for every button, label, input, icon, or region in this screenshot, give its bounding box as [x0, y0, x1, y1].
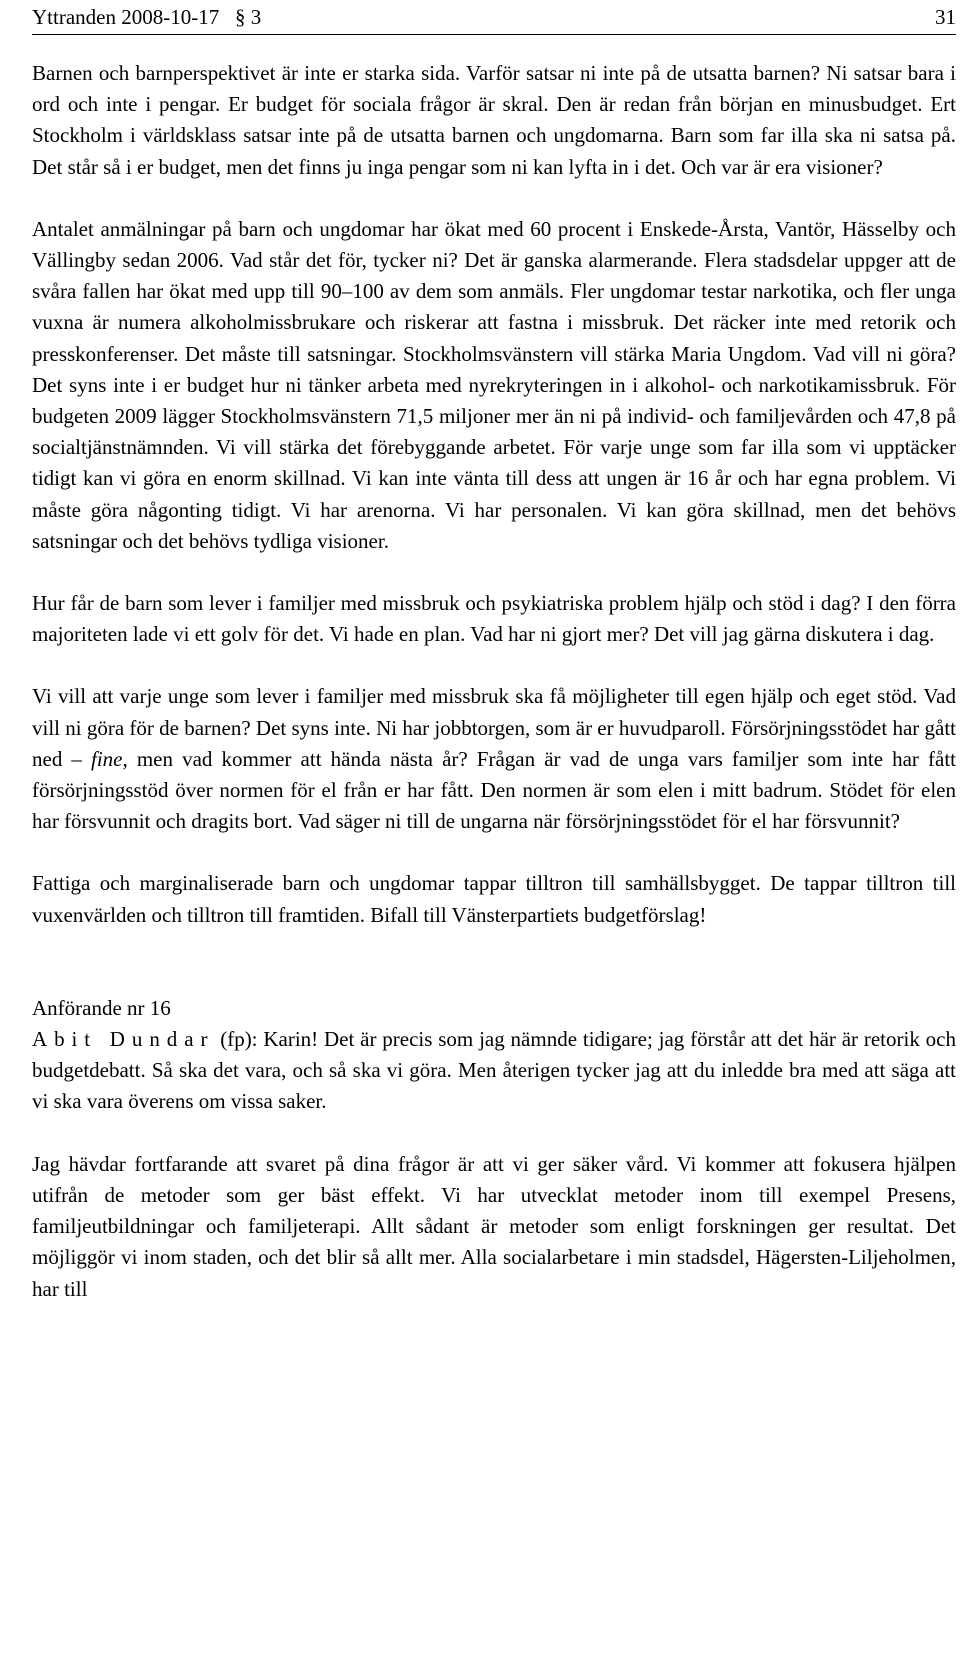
paragraph-2: Antalet anmälningar på barn och ungdomar har ökat med 60 procent i Enskede-Årsta, Vantör, Hässelby och Vällingby sedan 2006. Vad står det för, tycker ni? Det är ganska alarmerande. Flera stadsdelar uppger att de svåra fallen har ökat med upp till 90–100 av dem som anmäls. Fler ungdomar testar narkotika, och fler unga vuxna är numera alkoholmissbrukare och riskerar att fastna i missbruk. Det räcker inte med retorik och presskonferenser. Det måste till satsningar. Stockholmsvänstern vill stärka Maria Ungdom. Vad vill ni göra? Det syns inte i er budget hur ni tänker arbeta med nyrekryteringen in i alkohol- och narkotikamissbruk. För budgeten 2009 lägger Stockholmsvänstern 71,5 miljoner mer än ni på individ- och familjevården och 47,8 på socialtjänstnämnden. Vi vill stärka det förebyggande arbetet. För varje unge som far illa som vi upptäcker tidigt kan vi göra en enorm skillnad. Vi kan inte vänta till dess att ungen är 16 år och har egna problem. Vi måste göra någonting tidigt. Vi har arenorna. Vi har personalen. Vi kan göra skillnad, men det behövs satsningar och det behövs tydliga visioner.	[32, 216, 956, 553]
paragraph-3: Hur får de barn som lever i familjer med missbruk och psykiatriska problem hjälp och stöd i dag? I den förra majoriteten lade vi ett golv för det. Vi hade en plan. Vad har ni gjort mer? Det vill jag gärna diskutera i dag.	[32, 591, 956, 647]
document-body	[32, 58, 956, 1305]
paragraph-4-text-b: , men vad kommer att hända nästa år? Frågan är vad de unga vars familjer som inte har fått försörjningsstöd över normen för el från er har fått. Den normen är som elen i mitt badrum. Stödet för elen har försvunnit och dragits bort. Vad säger ni till de ungarna när försörjningsstödet för el har försvunnit?	[32, 746, 956, 834]
paragraph-7: Jag hävdar fortfarande att svaret på dina frågor är att vi ger säker vård. Vi kommer att fokusera hjälpen utifrån de metoder som ger bäst effekt. Vi har utvecklat metoder inom till exempel Presens, familjeutbildningar och familjeterapi. Allt sådant är metoder som enligt forskningen ger resultat. Det möjliggör vi inom staden, och det blir så allt mer. Alla socialarbetare i min stadsdel, Hägersten-Liljeholmen, har till	[32, 1151, 956, 1301]
paragraph-5: Fattiga och marginaliserade barn och ungdomar tappar tilltron till samhällsbygget. De tappar tilltron till vuxenvärlden och tilltron till framtiden. Bifall till Vänsterpartiets budgetförslag!	[32, 871, 956, 927]
header-divider	[32, 34, 956, 35]
paragraph-4-text-a: Vi vill att varje unge som lever i familjer med missbruk ska få möjligheter till egen hjälp och eget stöd. Vad vill ni göra för de barnen? Det syns inte. Ni har jobbtorgen, som är er huvudparoll. Försörjningsstödet har gått ned –	[32, 684, 956, 771]
header-title: Yttranden 2008-10-17 § 3	[32, 5, 262, 29]
document-page	[32, 0, 956, 1305]
page-number: 31	[935, 5, 956, 29]
paragraph-6-text: Karin! Det är precis som jag nämnde tidigare; jag förstår att det här är retorik och budgetdebatt. Så ska det vara, och så ska vi göra. Men återigen tycker jag att du inledde bra med att säga att vi ska vara överens om vissa saker.	[32, 1027, 956, 1114]
speech-block	[32, 993, 956, 1118]
paragraph-4	[32, 681, 956, 837]
page-header	[32, 2, 956, 32]
speech-heading: Anförande nr 16	[32, 995, 171, 1020]
paragraph-4-italic: fine	[91, 746, 123, 771]
speaker-name: Abit Dundar	[32, 1027, 215, 1052]
paragraph-1: Barnen och barnperspektivet är inte er starka sida. Varför satsar ni inte på de utsatta barnen? Ni satsar bara i ord och inte i pengar. Er budget för sociala frågor är skral. Den är redan från början en minusbudget. Ert Stockholm i världsklass satsar inte på de utsatta barnen och ungdomarna. Barn som far illa ska ni satsa på. Det står så i er budget, men det finns ju inga pengar som ni kan lyfta in i det. Och var är era visioner?	[32, 61, 956, 179]
speaker-party: (fp):	[214, 1027, 264, 1052]
